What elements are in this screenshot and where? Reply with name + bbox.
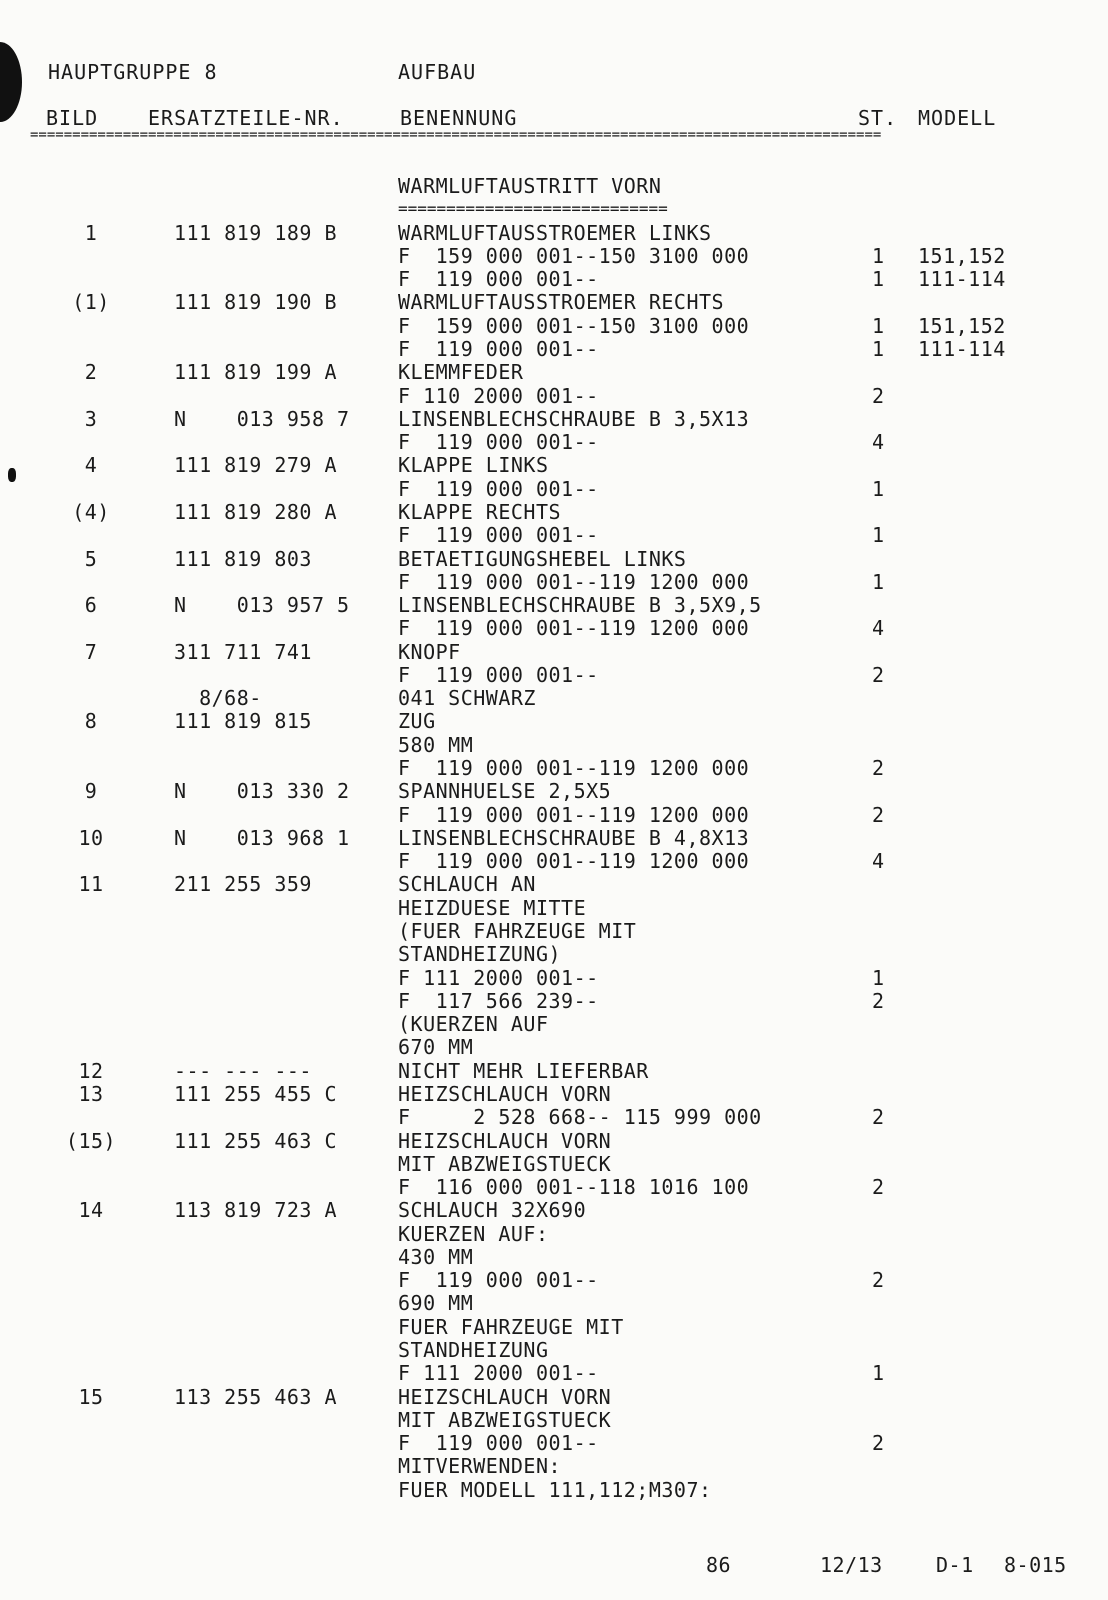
table-row [0, 1082, 1108, 1106]
column-header-quantity: ST. [858, 106, 898, 130]
row-description: F 110 2000 001-- [398, 383, 599, 408]
row-description: F 2 528 668-- 115 999 000 [398, 1105, 762, 1130]
row-quantity: 2 [872, 662, 885, 687]
row-description: 041 SCHWARZ [398, 686, 536, 711]
row-figure-number: 14 [78, 1198, 104, 1223]
row-quantity: 2 [872, 1105, 885, 1130]
table-row [0, 500, 1108, 524]
row-model: 151,152 [918, 313, 1006, 338]
row-description: F 111 2000 001-- [398, 965, 599, 990]
row-quantity: 2 [872, 802, 885, 827]
row-figure-number: 9 [84, 779, 98, 804]
table-row [0, 1268, 1108, 1292]
table-row [0, 337, 1108, 361]
row-quantity: 1 [872, 965, 885, 990]
row-quantity: 2 [872, 1431, 885, 1456]
row-description: F 119 000 001-- [398, 1268, 599, 1293]
row-description: STANDHEIZUNG) [398, 942, 562, 967]
row-figure-number: 10 [78, 825, 104, 850]
table-row [0, 1478, 1108, 1502]
row-quantity: 1 [872, 243, 885, 268]
table-row [0, 733, 1108, 757]
row-quantity: 1 [872, 476, 885, 501]
table-row [0, 872, 1108, 896]
row-description: BETAETIGUNGSHEBEL LINKS [398, 546, 687, 571]
row-part-number: 111 255 463 C [174, 1128, 338, 1153]
table-row [0, 826, 1108, 850]
table-row [0, 384, 1108, 408]
row-figure-number: 8 [84, 709, 98, 734]
table-row [0, 1012, 1108, 1036]
table-row [0, 663, 1108, 687]
table-row [0, 1222, 1108, 1246]
row-description: F 119 000 001--119 1200 000 [398, 569, 750, 594]
row-description: F 119 000 001-- [398, 1431, 599, 1456]
table-row [0, 1175, 1108, 1199]
section-title: AUFBAU [398, 60, 477, 84]
row-quantity: 1 [872, 569, 885, 594]
row-figure-number: 3 [84, 406, 98, 431]
table-row [0, 1315, 1108, 1339]
row-part-number: N 013 968 1 [174, 825, 350, 850]
row-description: F 119 000 001-- [398, 662, 599, 687]
row-quantity: 2 [872, 1268, 885, 1293]
group-title: HAUPTGRUPPE 8 [48, 60, 218, 84]
row-description: F 119 000 001--119 1200 000 [398, 849, 750, 874]
row-quantity: 4 [872, 849, 885, 874]
footer-reference: 8-015 [1004, 1553, 1067, 1577]
row-description: WARMLUFTAUSTRITT VORN [398, 174, 662, 198]
row-description: 670 MM [398, 1035, 474, 1060]
row-description: LINSENBLECHSCHRAUBE B 3,5X9,5 [398, 593, 762, 617]
row-model: 111-114 [918, 267, 1006, 292]
row-description: F 119 000 001-- [398, 337, 599, 361]
row-description: SPANNHUELSE 2,5X5 [398, 779, 612, 804]
row-part-number: N 013 958 7 [174, 406, 350, 431]
row-description: 430 MM [398, 1244, 474, 1269]
row-quantity: 4 [872, 616, 885, 641]
row-part-number: 311 711 741 [174, 639, 312, 664]
row-description: KLEMMFEDER [398, 360, 524, 385]
row-description: HEIZDUESE MITTE [398, 895, 587, 920]
table-row [0, 640, 1108, 664]
row-description: F 119 000 001--119 1200 000 [398, 616, 750, 641]
table-row [0, 547, 1108, 571]
row-figure-number: 15 [78, 1384, 104, 1409]
table-row [0, 779, 1108, 803]
row-part-number: 111 255 455 C [174, 1081, 338, 1106]
row-figure-number: (4) [72, 499, 110, 524]
table-row [0, 523, 1108, 547]
row-quantity: 2 [872, 988, 885, 1013]
row-part-number: 113 819 723 A [174, 1198, 338, 1223]
row-description: WARMLUFTAUSSTROEMER RECHTS [398, 290, 725, 315]
column-header-model: MODELL [918, 106, 997, 130]
row-description: F 119 000 001-- [398, 430, 599, 455]
row-figure-number: 4 [84, 453, 98, 478]
table-row [0, 593, 1108, 617]
row-description: F 119 000 001--119 1200 000 [398, 756, 750, 780]
row-part-number: 111 819 803 [174, 546, 312, 571]
row-description: F 116 000 001--118 1016 100 [398, 1175, 750, 1199]
table-row [0, 1431, 1108, 1455]
row-description: F 119 000 001-- [398, 267, 599, 292]
table-row [0, 896, 1108, 920]
row-description: F 159 000 001--150 3100 000 [398, 243, 750, 268]
row-part-number: --- --- --- [174, 1058, 312, 1083]
row-description: STANDHEIZUNG [398, 1338, 549, 1362]
table-row [0, 197, 1108, 221]
row-model: 151,152 [918, 243, 1006, 268]
row-description: 580 MM [398, 732, 474, 757]
footer-date: 12/13 [820, 1553, 883, 1577]
table-row [0, 1408, 1108, 1432]
footer-code: D-1 [936, 1553, 974, 1577]
row-description: KUERZEN AUF: [398, 1221, 549, 1246]
table-row [0, 1245, 1108, 1269]
table-row [0, 1105, 1108, 1129]
row-part-number: 113 255 463 A [174, 1384, 338, 1409]
row-description: HEIZSCHLAUCH VORN [398, 1081, 612, 1106]
table-row [0, 314, 1108, 338]
table-row [0, 407, 1108, 431]
row-part-number: 111 819 280 A [174, 499, 338, 524]
row-quantity: 1 [872, 523, 885, 548]
table-row [0, 686, 1108, 710]
table-row [0, 267, 1108, 291]
row-description: F 119 000 001--119 1200 000 [398, 802, 750, 827]
table-row [0, 453, 1108, 477]
table-row [0, 803, 1108, 827]
row-figure-number: (15) [65, 1128, 117, 1153]
row-figure-number: 13 [78, 1081, 104, 1106]
row-description: F 119 000 001-- [398, 476, 599, 501]
row-part-number: 111 819 199 A [174, 360, 338, 385]
row-part-number: 111 819 279 A [174, 453, 338, 478]
row-description: HEIZSCHLAUCH VORN [398, 1384, 612, 1409]
row-figure-number: 5 [84, 546, 98, 571]
row-part-number: 111 819 815 [174, 709, 312, 734]
table-row [0, 174, 1108, 198]
row-quantity: 2 [872, 756, 885, 780]
table-row [0, 849, 1108, 873]
row-part-number: N 013 330 2 [174, 779, 350, 804]
row-quantity: 2 [872, 383, 885, 408]
table-row [0, 1152, 1108, 1176]
row-quantity: 1 [872, 337, 885, 361]
table-row [0, 1129, 1108, 1153]
row-description: KNOPF [398, 639, 461, 664]
table-row [0, 756, 1108, 780]
table-row [0, 221, 1108, 245]
table-row [0, 1338, 1108, 1362]
row-description: ZUG [398, 709, 436, 734]
row-model: 111-114 [918, 337, 1006, 361]
row-part-number: 8/68- [174, 686, 262, 711]
row-description: SCHLAUCH 32X690 [398, 1198, 587, 1223]
row-description: (FUER FAHRZEUGE MIT [398, 919, 637, 943]
row-quantity: 2 [872, 1175, 885, 1199]
row-description: WARMLUFTAUSSTROEMER LINKS [398, 220, 712, 245]
row-description: ============================ [398, 199, 668, 219]
column-header-name: BENENNUNG [400, 106, 518, 130]
row-description: 690 MM [398, 1291, 474, 1316]
row-quantity: 1 [872, 313, 885, 338]
row-part-number: 211 255 359 [174, 872, 312, 897]
row-description: KLAPPE RECHTS [398, 499, 562, 524]
row-quantity: 1 [872, 1361, 885, 1386]
row-description: FUER FAHRZEUGE MIT [398, 1314, 624, 1339]
table-row [0, 989, 1108, 1013]
row-description: (KUERZEN AUF [398, 1012, 549, 1037]
row-description: SCHLAUCH AN [398, 872, 536, 897]
table-row [0, 290, 1108, 314]
row-description: FUER MODELL 111,112;M307: [398, 1477, 712, 1502]
table-row [0, 1361, 1108, 1385]
header-separator: ===================================================================================================== [30, 130, 882, 140]
row-description: LINSENBLECHSCHRAUBE B 4,8X13 [398, 825, 750, 850]
row-part-number: N 013 957 5 [174, 593, 350, 617]
row-figure-number: 7 [84, 639, 98, 664]
row-figure-number: 1 [84, 220, 98, 245]
table-row [0, 477, 1108, 501]
footer-page-number: 86 [706, 1553, 732, 1577]
scan-mark-top [0, 42, 22, 122]
row-figure-number: 11 [78, 872, 104, 897]
row-figure-number: 2 [84, 360, 98, 385]
row-description: MIT ABZWEIGSTUECK [398, 1151, 612, 1176]
row-description: MIT ABZWEIGSTUECK [398, 1407, 612, 1432]
table-row [0, 570, 1108, 594]
table-row [0, 1198, 1108, 1222]
table-row [0, 1385, 1108, 1409]
row-part-number: 111 819 190 B [174, 290, 338, 315]
row-description: F 117 566 239-- [398, 988, 599, 1013]
table-row [0, 1035, 1108, 1059]
table-row [0, 616, 1108, 640]
table-row [0, 966, 1108, 990]
column-header-bild: BILD [46, 106, 99, 130]
row-description: LINSENBLECHSCHRAUBE B 3,5X13 [398, 406, 750, 431]
table-row [0, 942, 1108, 966]
row-part-number: 111 819 189 B [174, 220, 338, 245]
row-description: KLAPPE LINKS [398, 453, 549, 478]
row-figure-number: 12 [78, 1058, 104, 1083]
row-figure-number: (1) [72, 290, 110, 315]
row-quantity: 4 [872, 430, 885, 455]
table-row [0, 1059, 1108, 1083]
table-row [0, 244, 1108, 268]
row-quantity: 1 [872, 267, 885, 292]
row-description: F 119 000 001-- [398, 523, 599, 548]
table-row [0, 430, 1108, 454]
table-row [0, 709, 1108, 733]
row-description: F 111 2000 001-- [398, 1361, 599, 1386]
table-row [0, 360, 1108, 384]
row-description: MITVERWENDEN: [398, 1454, 562, 1479]
row-description: NICHT MEHR LIEFERBAR [398, 1058, 649, 1083]
row-description: F 159 000 001--150 3100 000 [398, 313, 750, 338]
row-description: HEIZSCHLAUCH VORN [398, 1128, 612, 1153]
table-row [0, 1454, 1108, 1478]
row-figure-number: 6 [84, 593, 98, 617]
column-header-part-number: ERSATZTEILE-NR. [148, 106, 344, 130]
table-row [0, 1291, 1108, 1315]
table-row [0, 919, 1108, 943]
